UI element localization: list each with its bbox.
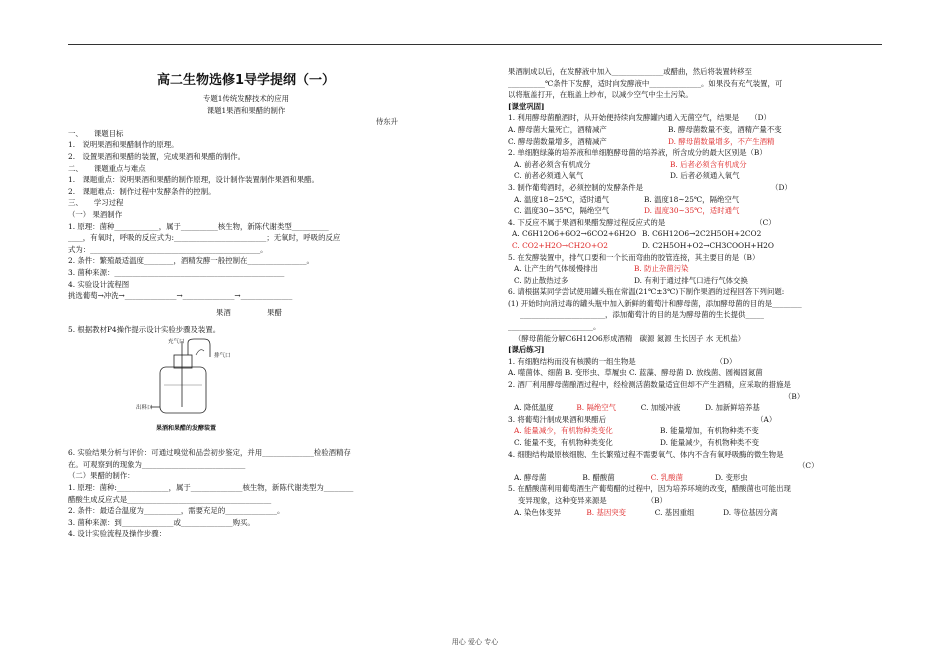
q2-stem: 2. 单细胞绿藻的培养液和单细胞酵母菌的培养液，所含成分的最大区别是（B） xyxy=(508,148,767,158)
q4-opt-a: A. C6H12O6+6O2→6CO2+6H2O xyxy=(512,229,637,239)
p4-opt-c: C. 乳酸菌 xyxy=(650,472,683,482)
p3-answer: A xyxy=(763,414,769,424)
left-line-13: 3. 菌种来源：______________________________________________ xyxy=(68,267,285,277)
p4-answer: C xyxy=(805,461,812,471)
left-line-4: 二、 课题重点与难点 xyxy=(68,163,146,173)
intro-line-1: 果酒制成以后，在发酵液中加入______________或醋曲，然后将装置转移至 xyxy=(508,67,752,76)
left-line-9: 1. 原理：菌种____________，属于__________核生物，新陈代谢类型__________ xyxy=(68,221,329,231)
p2-answer: （B） xyxy=(784,391,805,401)
left-line-8: （一） 果酒制作 xyxy=(68,209,123,219)
q2-answer: B xyxy=(753,148,760,158)
left2-line-4: 1. 原理：菌种:______________，属于______________核生物，新陈代谢类型为________ xyxy=(68,483,354,493)
figure-caption: 果酒和果醋的发酵装置 xyxy=(156,425,217,433)
q6-hint: （酵母菌能分解C6H12O6形成酒精 碳源 氮源 生长因子 水 无机盐） xyxy=(514,333,746,343)
p5-opt-d: D. 等位基因分离 xyxy=(723,507,778,517)
q2-opt-c: C. 前者必须通入氧气 xyxy=(514,171,584,181)
q3-opt-a: A. 温度18~25℃，适时通气 xyxy=(514,194,610,204)
left2-line-2: 在。可观察到的现象为____________________________ xyxy=(68,459,246,469)
label-inlet: 充气口 xyxy=(168,339,185,346)
p4-text: 4. 细胞结构最原核细胞、生长繁殖过程不需要氧气、体内不含有氧呼吸酶的微生物是 xyxy=(508,449,784,459)
left-column xyxy=(68,66,424,540)
left2-line-3: （二）果醋的制作： xyxy=(68,471,135,481)
p4-stem xyxy=(508,449,848,461)
q4-stem: 4. 下反应不属于果酒和果醋发酵过程反应式的是 （C） xyxy=(508,217,776,227)
p3-opt-b: B. 能量增加，有机物种类不变 xyxy=(660,426,759,436)
intro-line-2: __________℃条件下发酵，适时向发酵液中______________。如果没有充气装置，可 xyxy=(508,78,783,88)
p2-stem: 2. 酒厂利用酵母菌酿酒过程中，经检测活菌数量适宜但却不产生酒精，应采取的措施是 xyxy=(508,380,791,390)
flow-products xyxy=(68,302,424,324)
p3-text: 3. 将葡萄汁制成果酒和果醋后 xyxy=(508,414,607,424)
left-line-12: 2. 条件：繁殖最适温度________，酒精发酵一般控制在________________。 xyxy=(68,256,314,266)
p4-opt-d: D. 变形虫 xyxy=(715,472,748,482)
p3-opt-a: A. 能量减少，有机物种类变化 xyxy=(514,426,613,436)
p2-opt-d: D. 加新鲜培养基 xyxy=(705,403,760,413)
left2-line-8: 4. 设计实验流程及操作步骤： xyxy=(68,529,167,539)
q1-answer: D xyxy=(757,113,764,123)
q1-opt-d: D. 酵母菌数量增多，不产生酒精 xyxy=(668,136,775,146)
q3-answer: D xyxy=(778,182,785,192)
left-line-10: ____，有氧时，呼吸的反应式为:_________________________；无氧时，呼吸的反应 xyxy=(68,233,341,243)
q5-row-2 xyxy=(508,275,848,287)
page-title: 高二生物选修1导学提纲（一） xyxy=(156,73,336,88)
p5-options xyxy=(508,507,848,519)
header-rule xyxy=(68,44,882,45)
q5-opt-b: B. 防止杂菌污染 xyxy=(634,264,689,274)
q4-opt-d: D. C2H5OH+O2→CH3COOH+H2O xyxy=(642,240,774,250)
left-line-5: 1. 课题重点：说明果酒和果醋的制作原理，设计制作装置制作果酒和果醋。 xyxy=(68,175,319,185)
p5-line-1: 5. 在醋酸菌利用葡萄酒生产葡萄醋的过程中，因为培养环境的改变，醋酸菌也可能出现 xyxy=(508,484,791,494)
q6-line-4: _______________________。 xyxy=(508,322,601,332)
q6-line-3: _______________________，添加葡萄汁的目的是为酵母菌的生长提供_____ xyxy=(520,310,764,320)
topic-heading: 专题1传统发酵技术的应用 xyxy=(202,94,289,103)
left-line-2: 1. 说明果酒和果醋制作的原理。 xyxy=(68,140,179,150)
p3-opt-c: C. 能量不变，有机物种类变化 xyxy=(514,438,613,447)
apparatus-drawing xyxy=(138,337,288,429)
q5-opt-c: C. 防止散热过多 xyxy=(514,275,569,285)
product-vinegar: 果醋 xyxy=(267,307,282,317)
q1-stem: 1. 利用酵母菌酿酒时，从开始便持续向发酵罐内通入无菌空气，结果是 （D） xyxy=(508,113,771,123)
q1-text: 1. 利用酵母菌酿酒时，从开始便持续向发酵罐内通入无菌空气，结果是 xyxy=(508,113,740,123)
left-line-14: 4. 实验设计流程图 xyxy=(68,279,130,289)
q1-opt-a: A. 酵母菌大量死亡，酒精减产 xyxy=(508,124,607,134)
p4-opt-b: B. 醋酸菌 xyxy=(582,472,615,482)
q6-line-1: 6. 请根据某同学尝试使用罐头瓶在常温(21℃±3℃)下制作果酒的过程回答下列问题: xyxy=(508,287,785,297)
q3-text: 3. 制作葡萄酒时，必须控制的发酵条件是 xyxy=(508,182,644,192)
q2-opt-a: A. 前者必须含有机成分 xyxy=(514,159,591,169)
q3-opt-d: D. 温度30~35℃，适时通气 xyxy=(644,206,740,216)
p2-options xyxy=(508,402,848,414)
q4-opt-b: B. C6H12O6→2C2H5OH+2CO2 xyxy=(642,229,762,239)
p5-line-2: 变异现象，这种变异来源是 （B） xyxy=(518,495,667,505)
q1-opt-b: B. 酵母菌数量不变，酒精产量不变 xyxy=(668,124,782,134)
q4-row-1 xyxy=(508,228,848,240)
left2-line-1: 6. 实验结果分析与评价：可通过嗅觉和品尝初步鉴定，并用______________检验酒精存 xyxy=(68,448,351,458)
p4-options xyxy=(508,472,848,484)
q3-opt-c: C. 温度30~35℃，隔绝空气 xyxy=(514,206,610,216)
q3-opt-b: B. 温度18~25℃，隔绝空气 xyxy=(644,194,740,204)
q2-opt-d: D. 后者必须通入氧气 xyxy=(670,171,740,181)
product-wine: 果酒 xyxy=(216,307,231,317)
p1-answer: D xyxy=(723,356,729,366)
q2-row-1 xyxy=(508,159,848,171)
p4-answer-row: （C） xyxy=(798,461,819,471)
intro-line-3: 以将瓶盖打开，在瓶盖上纱布，以减少空气中尘土污染。 xyxy=(508,90,693,100)
q3-row-2 xyxy=(508,205,848,217)
page-footer: 用心 爱心 专心 xyxy=(451,638,499,646)
q4-text: 4. 下反应不属于果酒和果醋发酵过程反应式的是 xyxy=(508,217,666,227)
q5-answer: B xyxy=(746,252,752,262)
q4-row-2 xyxy=(508,240,848,252)
left-line-7: 三、 学习过程 xyxy=(68,198,124,208)
left-item-5: 5. 根据教材P4操作提示设计实验步骤及装置。 xyxy=(68,324,221,334)
q3-stem: 3. 制作葡萄酒时，必须控制的发酵条件是 （D） xyxy=(508,182,792,192)
left2-line-6: 2. 条件：最适合温度为__________，需要充足的______________。 xyxy=(68,506,285,516)
fermentation-apparatus-figure xyxy=(138,337,288,443)
q2-text: 2. 单细胞绿藻的培养液和单细胞酵母菌的培养液，所含成分的最大区别是 xyxy=(508,148,747,158)
q1-row-2 xyxy=(508,136,848,148)
section-homework: [课后练习] xyxy=(508,345,545,355)
left-line-15: 挑选葡萄→冲洗→______________→______________→______________ xyxy=(68,291,293,301)
p1-text: 1. 有细胞结构而没有核膜的一组生物是 xyxy=(508,356,636,366)
p5-opt-c: C. 基因重组 xyxy=(654,507,695,517)
p5-text: 变异现象，这种变异来源是 xyxy=(518,495,607,505)
left2-line-5: 醋酸生成反应式是_______________________________________ xyxy=(68,494,272,504)
p2-opt-c: C. 加缓冲液 xyxy=(640,403,681,413)
section-classwork: [课堂巩固] xyxy=(508,101,545,111)
q5-row-1 xyxy=(508,263,848,275)
q2-opt-b: B. 后者必须含有机成分 xyxy=(670,159,747,169)
lesson-heading: 课题1果酒和果醋的制作 xyxy=(206,105,286,115)
q3-row-1 xyxy=(508,194,848,206)
q1-opt-c: C. 酵母菌数量增多，酒精减产 xyxy=(508,136,607,146)
q4-answer: C xyxy=(762,217,769,227)
q5-text: 5. 在发酵装置中，排气口要和一个长而弯曲的胶管连接，其主要目的是 xyxy=(508,252,740,262)
p2-opt-b: B. 隔绝空气 xyxy=(576,403,617,413)
right-column xyxy=(508,66,848,518)
left-line-3: 2. 设置果酒和果醋的装置，完成果酒和果醋的制作。 xyxy=(68,151,246,161)
p5-opt-a: A. 染色体变异 xyxy=(514,507,561,517)
label-discharge: 出料口 xyxy=(136,405,153,412)
q6-line-2: (1) 开始时向消过毒的罐头瓶中加入新鲜的葡萄汁和酵母菌，添加酵母菌的目的是________ xyxy=(508,298,802,308)
p5-answer: B xyxy=(654,495,660,505)
p3-stem: 3. 将葡萄汁制成果酒和果醋后 （A） xyxy=(508,414,777,424)
author-name: 侍东升 xyxy=(375,117,398,127)
label-outlet: 排气口 xyxy=(214,353,231,360)
p3-row-1 xyxy=(508,425,848,437)
q5-opt-d: D. 有利于通过排气口进行气体交换 xyxy=(634,275,748,285)
q1-row-1 xyxy=(508,124,848,136)
p4-opt-a: A. 酵母菌 xyxy=(514,472,547,482)
q4-opt-c: C. CO2+H2O→CH2O+O2 xyxy=(512,240,608,250)
p3-opt-d: D. 能量减少，有机物种类不变 xyxy=(660,438,760,447)
left-line-11: 式为：______________________________________________。 xyxy=(68,244,268,254)
p1-options: A. 噬菌体、细菌 B. 变形虫、草履虫 C. 蓝藻、酵母菌 D. 放线菌、圆褐固氮菌 xyxy=(508,368,763,378)
left-line-6: 2. 课题难点：制作过程中发酵条件的控制。 xyxy=(68,186,216,196)
q5-opt-a: A. 让产生的气体缓慢排出 xyxy=(514,264,598,274)
p1-stem: 1. 有细胞结构而没有核膜的一组生物是 （D） xyxy=(508,356,737,366)
p3-row-2 xyxy=(508,437,848,449)
q5-stem: 5. 在发酵装置中，排气口要和一个长而弯曲的胶管连接，其主要目的是（B） xyxy=(508,252,760,262)
q2-row-2 xyxy=(508,170,848,182)
p5-opt-b: B. 基因突变 xyxy=(586,507,627,517)
left-line-1: 一、 课题目标 xyxy=(68,128,124,138)
p2-opt-a: A. 降低温度 xyxy=(514,403,554,413)
left2-line-7: 3. 菌种来源：到______________或______________购买。 xyxy=(68,517,255,527)
